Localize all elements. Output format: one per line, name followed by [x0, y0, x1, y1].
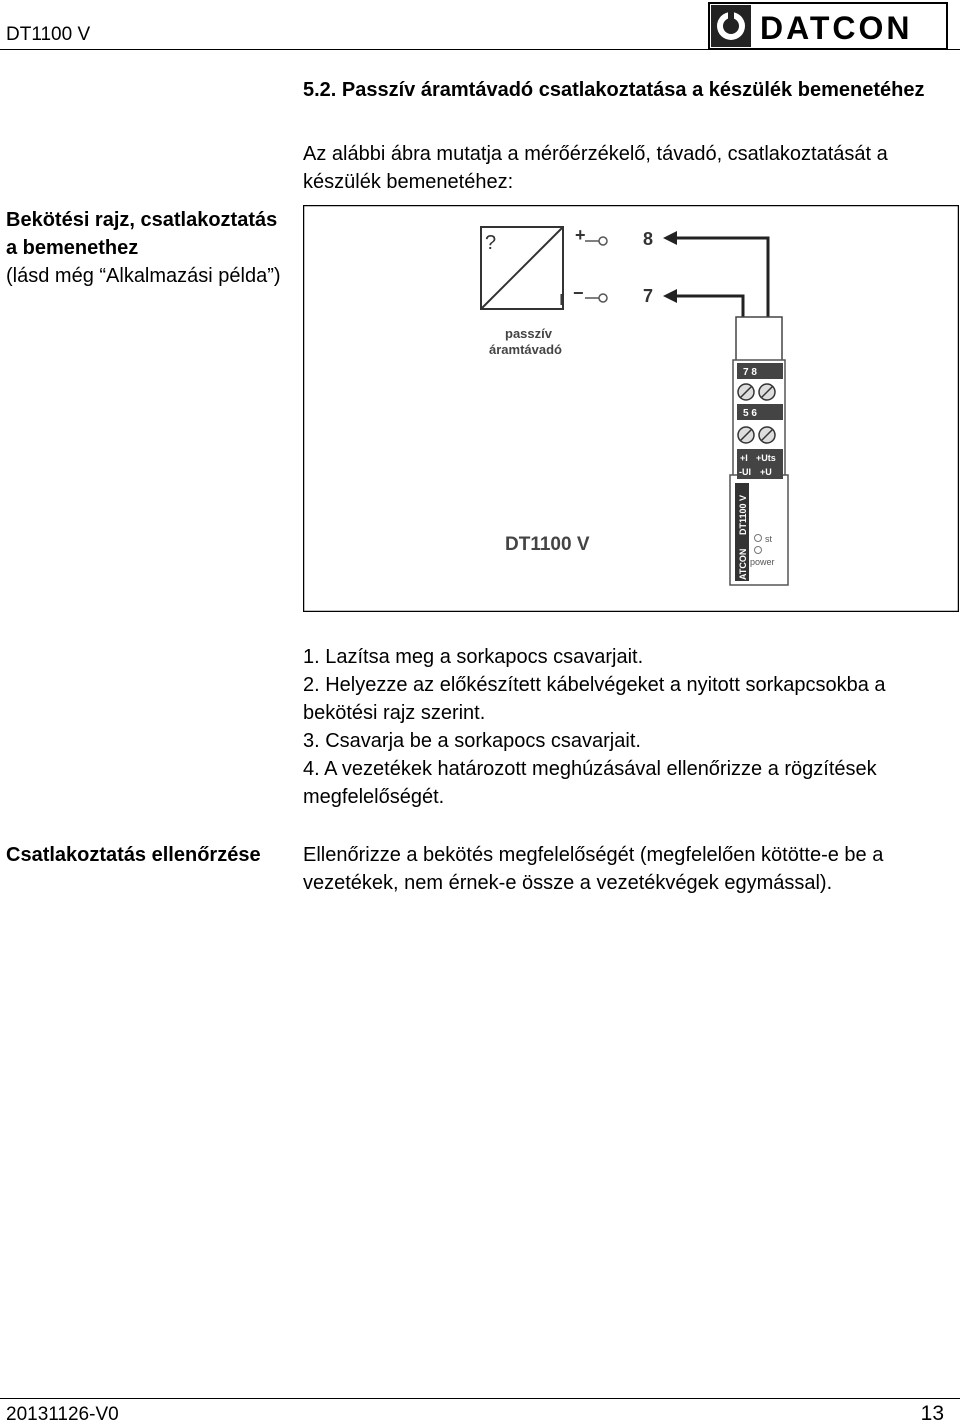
header-rule	[0, 49, 960, 50]
steps-list	[303, 643, 943, 811]
terminal-label-minus-ui: -UI	[739, 467, 751, 477]
terminal-label-plus-u: +U	[760, 467, 772, 477]
sidebar-label-wiring-bold: Bekötési rajz, csatlakoztatás a bemenethez	[6, 209, 278, 259]
arrow-label-7: 7	[643, 286, 654, 306]
wiring-diagram	[303, 205, 959, 612]
device-side-model: DT1100 V	[738, 494, 748, 535]
transmitter-caption-1: passzív	[505, 326, 552, 341]
page-number: 13	[920, 1402, 944, 1425]
footer-version: 20131126-V0	[6, 1404, 119, 1425]
sidebar-label-check: Csatlakoztatás ellenőrzése	[6, 844, 261, 866]
led-power-label: power	[750, 557, 775, 567]
section-heading: 5.2. Passzív áramtávadó csatlakoztatása a készülék bemenetéhez	[303, 79, 925, 101]
check-text: Ellenőrizze a bekötés megfelelőségét (megfelelően kötötte-e be a vezetékek, nem érnek-e össze a vezetékvégek egymással).	[303, 844, 884, 894]
step-item: 1. Lazítsa meg a sorkapocs csavarjait.	[303, 646, 644, 668]
terminal-label-plus-uts: +Uts	[756, 453, 776, 463]
logo-text: DATCON	[760, 10, 913, 46]
terminal-label-plus-i: +I	[740, 453, 748, 463]
terminal-labels-56: 5 6	[743, 408, 757, 419]
transmitter-question: ?	[485, 232, 497, 254]
sidebar-label-wiring	[6, 206, 286, 290]
transmitter-plus-terminal	[599, 237, 607, 245]
transmitter-minus-terminal	[599, 294, 607, 302]
led-st-label: st	[765, 534, 773, 544]
sidebar-label-wiring-note: (lásd még “Alkalmazási példa”)	[6, 265, 281, 287]
datcon-logo	[708, 2, 948, 50]
led-power-icon	[755, 547, 762, 554]
document-title: DT1100 V	[6, 24, 91, 45]
transmitter-minus: −	[573, 283, 584, 303]
step-item: 4. A vezetékek határozott meghúzásával ellenőrizze a rögzítések megfelelőségét.	[303, 758, 877, 808]
terminal-labels-78: 7 8	[743, 367, 757, 378]
transmitter-caption-2: áramtávadó	[489, 342, 562, 357]
step-item: 3. Csavarja be a sorkapocs csavarjait.	[303, 730, 641, 752]
footer-rule	[0, 1398, 960, 1399]
transmitter-i: I	[559, 292, 564, 309]
step-item: 2. Helyezze az előkészített kábelvégeket a nyitott sorkapcsokba a bekötési rajz szerint.	[303, 674, 886, 724]
device-name: DT1100 V	[505, 534, 590, 555]
device-side-brand: ATCON	[738, 548, 748, 580]
transmitter-plus: +	[575, 225, 586, 245]
led-st-icon	[755, 535, 762, 542]
arrow-label-8: 8	[643, 229, 654, 249]
section-intro: Az alábbi ábra mutatja a mérőérzékelő, távadó, csatlakoztatását a készülék bemenetéhez:	[303, 143, 888, 193]
